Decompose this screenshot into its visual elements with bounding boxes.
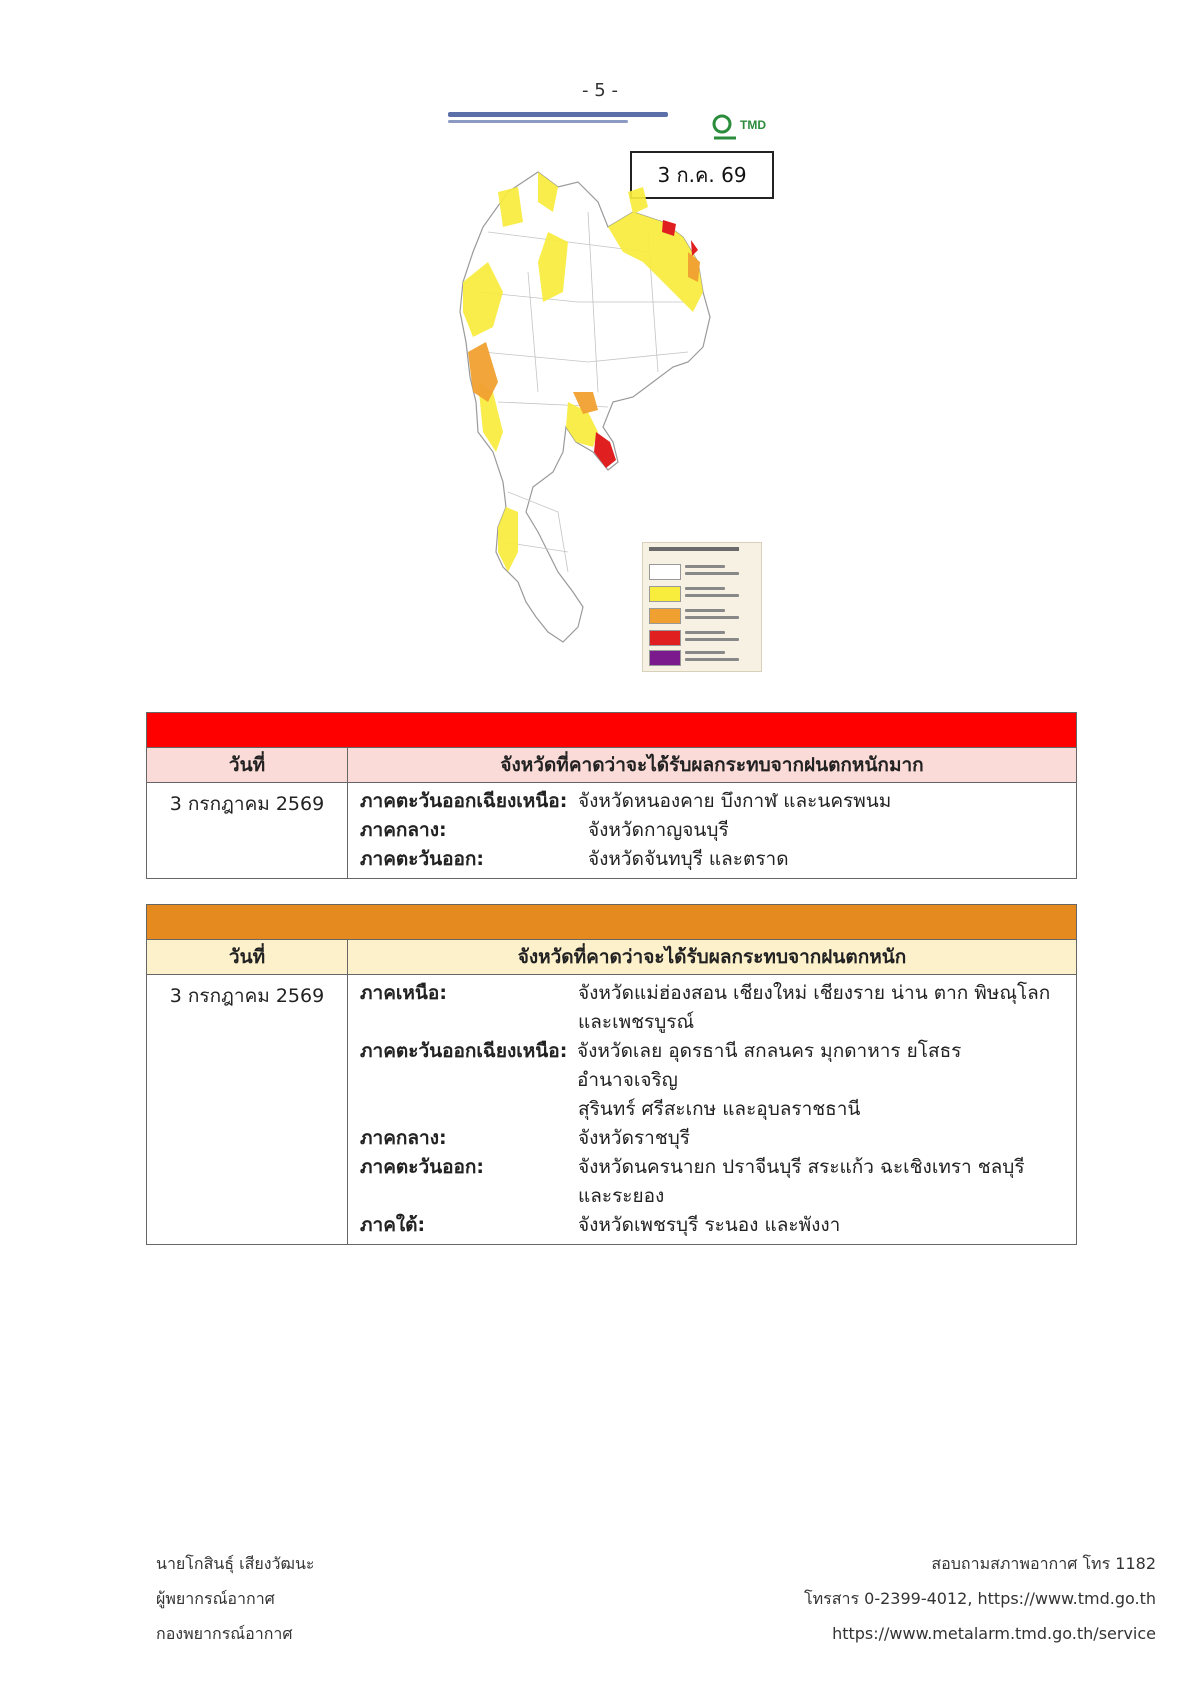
heavy-rain-table <box>146 904 1077 1245</box>
forecaster-name: นายโกสินธุ์ เสียงวัฒนะ <box>156 1554 315 1573</box>
tmd-logo: TMD <box>710 112 772 142</box>
orange-alert-band <box>147 905 1077 940</box>
province-list: จังหวัดแม่ฮ่องสอน เชียงใหม่ เชียงราย น่าน ตาก พิษณุโลก <box>578 982 1051 1004</box>
region-label: ภาคตะวันออกเฉียงเหนือ: <box>360 790 568 812</box>
footer-contact <box>804 1546 1156 1651</box>
tmd-logo-icon <box>710 112 740 142</box>
table-header-row <box>147 940 1077 975</box>
page-number: - 5 - <box>582 80 618 101</box>
province-list: จังหวัดเลย อุดรธานี สกลนคร มุกดาหาร ยโสธร อำนาจเจริญ <box>576 1040 962 1091</box>
region-line <box>360 1211 1066 1240</box>
province-list: จังหวัดนครนายก ปราจีนบุรี สระแก้ว ฉะเชิงเทรา ชลบุรี <box>578 1156 1025 1178</box>
region-line <box>360 1124 1066 1153</box>
province-list: จังหวัดกาญจนบุรี <box>588 819 729 841</box>
provinces-cell <box>348 975 1077 1245</box>
region-label: ภาคใต้: <box>360 1214 426 1236</box>
date-cell: 3 กรกฎาคม 2569 <box>147 783 348 879</box>
region-label: ภาคตะวันออก: <box>360 848 485 870</box>
legend-item-purple <box>649 647 757 669</box>
region-label: ภาคกลาง: <box>360 819 447 841</box>
region-line <box>360 845 1066 874</box>
rainfall-map-figure <box>448 112 780 674</box>
very-heavy-rain-table <box>146 712 1077 879</box>
date-cell: 3 กรกฎาคม 2569 <box>147 975 348 1245</box>
forecaster-division: กองพยากรณ์อากาศ <box>156 1624 293 1643</box>
table-row <box>147 783 1077 879</box>
legend-item-orange <box>649 605 757 627</box>
region-line <box>360 816 1066 845</box>
province-list: จังหวัดจันทบุรี และตราด <box>588 848 789 870</box>
region-label: ภาคตะวันออกเฉียงเหนือ: <box>360 1040 568 1062</box>
province-list: จังหวัดราชบุรี <box>578 1127 690 1149</box>
province-list-cont: และเพชรบูรณ์ <box>578 1011 695 1033</box>
map-header-caption <box>448 112 668 138</box>
region-line-cont <box>360 1095 1066 1124</box>
provinces-cell <box>348 783 1077 879</box>
col-provinces-header: จังหวัดที่คาดว่าจะได้รับผลกระทบจากฝนตกหนักมาก <box>348 748 1077 783</box>
col-date-header: วันที่ <box>147 748 348 783</box>
region-line-cont <box>360 1182 1066 1211</box>
region-line <box>360 1153 1066 1182</box>
region-label: ภาคเหนือ: <box>360 982 447 1004</box>
region-label: ภาคกลาง: <box>360 1127 447 1149</box>
region-line <box>360 1037 1066 1095</box>
table-row <box>147 975 1077 1245</box>
region-line <box>360 979 1066 1008</box>
legend-item-yellow <box>649 583 757 605</box>
red-alert-band <box>147 713 1077 748</box>
contact-phone: สอบถามสภาพอากาศ โทร 1182 <box>931 1554 1156 1573</box>
region-line-cont <box>360 1008 1066 1037</box>
region-line <box>360 787 1066 816</box>
footer-signature <box>156 1546 315 1651</box>
map-date-label: 3 ก.ค. 69 <box>630 151 774 199</box>
province-list: จังหวัดหนองคาย บึงกาฬ และนครพนม <box>578 790 892 812</box>
province-list-cont: สุรินทร์ ศรีสะเกษ และอุบลราชธานี <box>578 1098 861 1120</box>
map-legend <box>642 542 762 672</box>
table-header-row <box>147 748 1077 783</box>
contact-metalarm-link: https://www.metalarm.tmd.go.th/service <box>832 1624 1156 1643</box>
col-provinces-header: จังหวัดที่คาดว่าจะได้รับผลกระทบจากฝนตกหนัก <box>348 940 1077 975</box>
forecaster-title: ผู้พยากรณ์อากาศ <box>156 1589 275 1608</box>
province-list-cont: และระยอง <box>578 1185 665 1207</box>
col-date-header: วันที่ <box>147 940 348 975</box>
legend-item-none <box>649 561 757 583</box>
province-list: จังหวัดเพชรบุรี ระนอง และพังงา <box>578 1214 841 1236</box>
legend-item-red <box>649 627 757 649</box>
contact-fax-web: โทรสาร 0-2399-4012, https://www.tmd.go.th <box>804 1589 1156 1608</box>
region-label: ภาคตะวันออก: <box>360 1156 485 1178</box>
